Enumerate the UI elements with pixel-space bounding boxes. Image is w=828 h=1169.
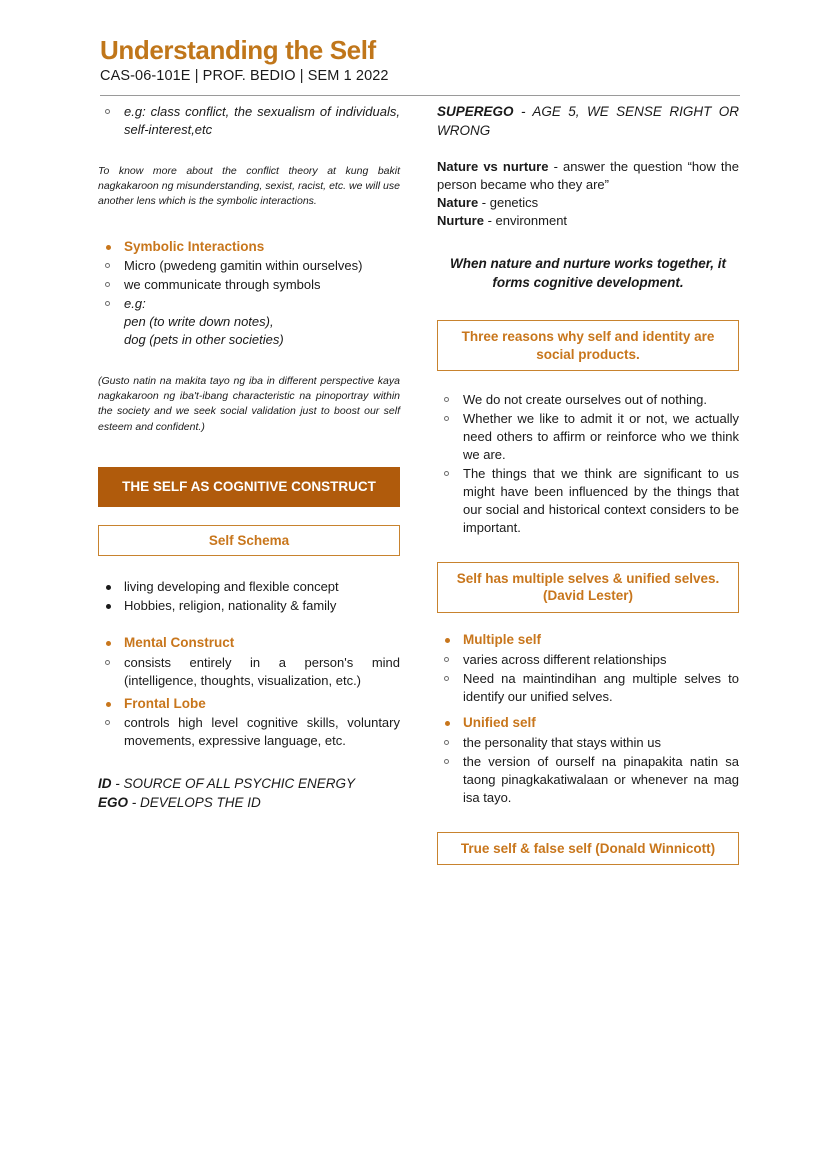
list-item: We do not create ourselves out of nothing. [437, 391, 739, 409]
three-reasons-list [437, 391, 739, 537]
nurture-term: Nurture [437, 213, 484, 229]
mental-construct-group [98, 634, 400, 653]
box-three-reasons: Three reasons why self and identity are social products. [437, 320, 739, 371]
nature-vs-nurture-term: Nature vs nurture [437, 159, 549, 175]
list-item: controls high level cognitive skills, voluntary movements, expressive language, etc. [98, 714, 400, 750]
list-heading: Unified self [437, 714, 739, 733]
nature-text: - genetics [478, 195, 539, 211]
list-item: Need na maintindihan ang multiple selves to identify our unified selves. [437, 670, 739, 706]
course-subtitle: CAS-06-101E | PROF. BEDIO | SEM 1 2022 [100, 67, 389, 84]
note-conflict-theory: To know more about the conflict theory at kung bakit nagkakaroon ng misunderstanding, sexist, racist, etc. we will use another lens which is the symbolic interactions. [98, 164, 400, 208]
symbolic-interactions-sublist [98, 257, 400, 349]
list-item: consists entirely in a person's mind (intelligence, thoughts, visualization, etc.) [98, 654, 400, 690]
list-heading: Mental Construct [98, 634, 400, 653]
list-item: the personality that stays within us [437, 734, 739, 752]
list-item: Micro (pwedeng gamitin within ourselves) [98, 257, 400, 275]
multiple-self-group [437, 631, 739, 650]
eg-label: e.g: [124, 296, 146, 312]
list-heading: Symbolic Interactions [98, 238, 400, 257]
note-gusto-natin: (Gusto natin na makita tayo ng iba in different perspective kaya nagkakaroon ng iba't-ibang characteristic na pinoportray within the society and we seek social validation just to boost our self esteem and confident.) [98, 374, 400, 433]
id-definition [98, 775, 400, 794]
box-multiple-selves: Self has multiple selves & unified selves. (David Lester) [437, 562, 739, 613]
frontal-lobe-group [98, 695, 400, 714]
list-item-eg [98, 295, 400, 349]
list-item: we communicate through symbols [98, 276, 400, 294]
box-self-schema: Self Schema [98, 525, 400, 557]
header-divider [100, 95, 740, 96]
cognitive-development-callout: When nature and nurture works together, it forms cognitive development. [449, 256, 727, 291]
nurture-definition [437, 212, 739, 230]
nature-vs-nurture [437, 158, 739, 194]
unified-self-group [437, 714, 739, 733]
eg-line-2: dog (pets in other societies) [124, 331, 284, 347]
nature-definition [437, 194, 739, 212]
list-item: the version of ourself na pinapakita natin sa taong pinagkakatiwalaan or whenever na mag isa tayo. [437, 753, 739, 807]
id-term: ID [98, 776, 112, 792]
self-schema-list [98, 578, 400, 615]
ego-term: EGO [98, 794, 129, 810]
symbolic-interactions-group [98, 238, 400, 257]
superego-definition [437, 103, 739, 140]
page-title: Understanding the Self [100, 35, 376, 65]
list-heading: Frontal Lobe [98, 695, 400, 714]
document-header [100, 36, 740, 84]
box-true-false-self: True self & false self (Donald Winnicott) [437, 832, 739, 866]
list-item: living developing and flexible concept [98, 578, 400, 596]
mental-construct-sublist [98, 654, 400, 690]
list-item: Hobbies, religion, nationality & family [98, 597, 400, 615]
right-column [437, 103, 739, 865]
nature-vs-nurture-text: - answer the question “how the person became who they are” [437, 159, 739, 193]
eg-conflict-list [98, 103, 400, 139]
nurture-text: - environment [483, 213, 568, 229]
nature-term: Nature [437, 195, 479, 211]
list-item: Whether we like to admit it or not, we actually need others to affirm or reinforce who we think we are. [437, 410, 739, 464]
list-item: varies across different relationships [437, 651, 739, 669]
list-item: e.g: class conflict, the sexualism of individuals, self-interest,etc [98, 103, 400, 139]
superego-term: SUPEREGO [437, 104, 514, 119]
id-text: - SOURCE OF ALL PSYCHIC ENERGY [111, 776, 356, 792]
superego-text: - AGE 5, WE SENSE RIGHT OR WRONG [437, 104, 739, 138]
list-item: The things that we think are significant to us might have been influenced by the things that our social and historical context considers to be important. [437, 465, 739, 537]
unified-self-sublist [437, 734, 739, 807]
ego-definition [98, 794, 400, 813]
frontal-lobe-sublist [98, 714, 400, 750]
eg-line-1: pen (to write down notes), [124, 313, 274, 329]
list-heading: Multiple self [437, 631, 739, 650]
left-column [98, 103, 400, 813]
ego-text: - DEVELOPS THE ID [128, 794, 261, 810]
multiple-self-sublist [437, 651, 739, 706]
banner-cognitive-construct: THE SELF AS COGNITIVE CONSTRUCT [98, 467, 400, 507]
